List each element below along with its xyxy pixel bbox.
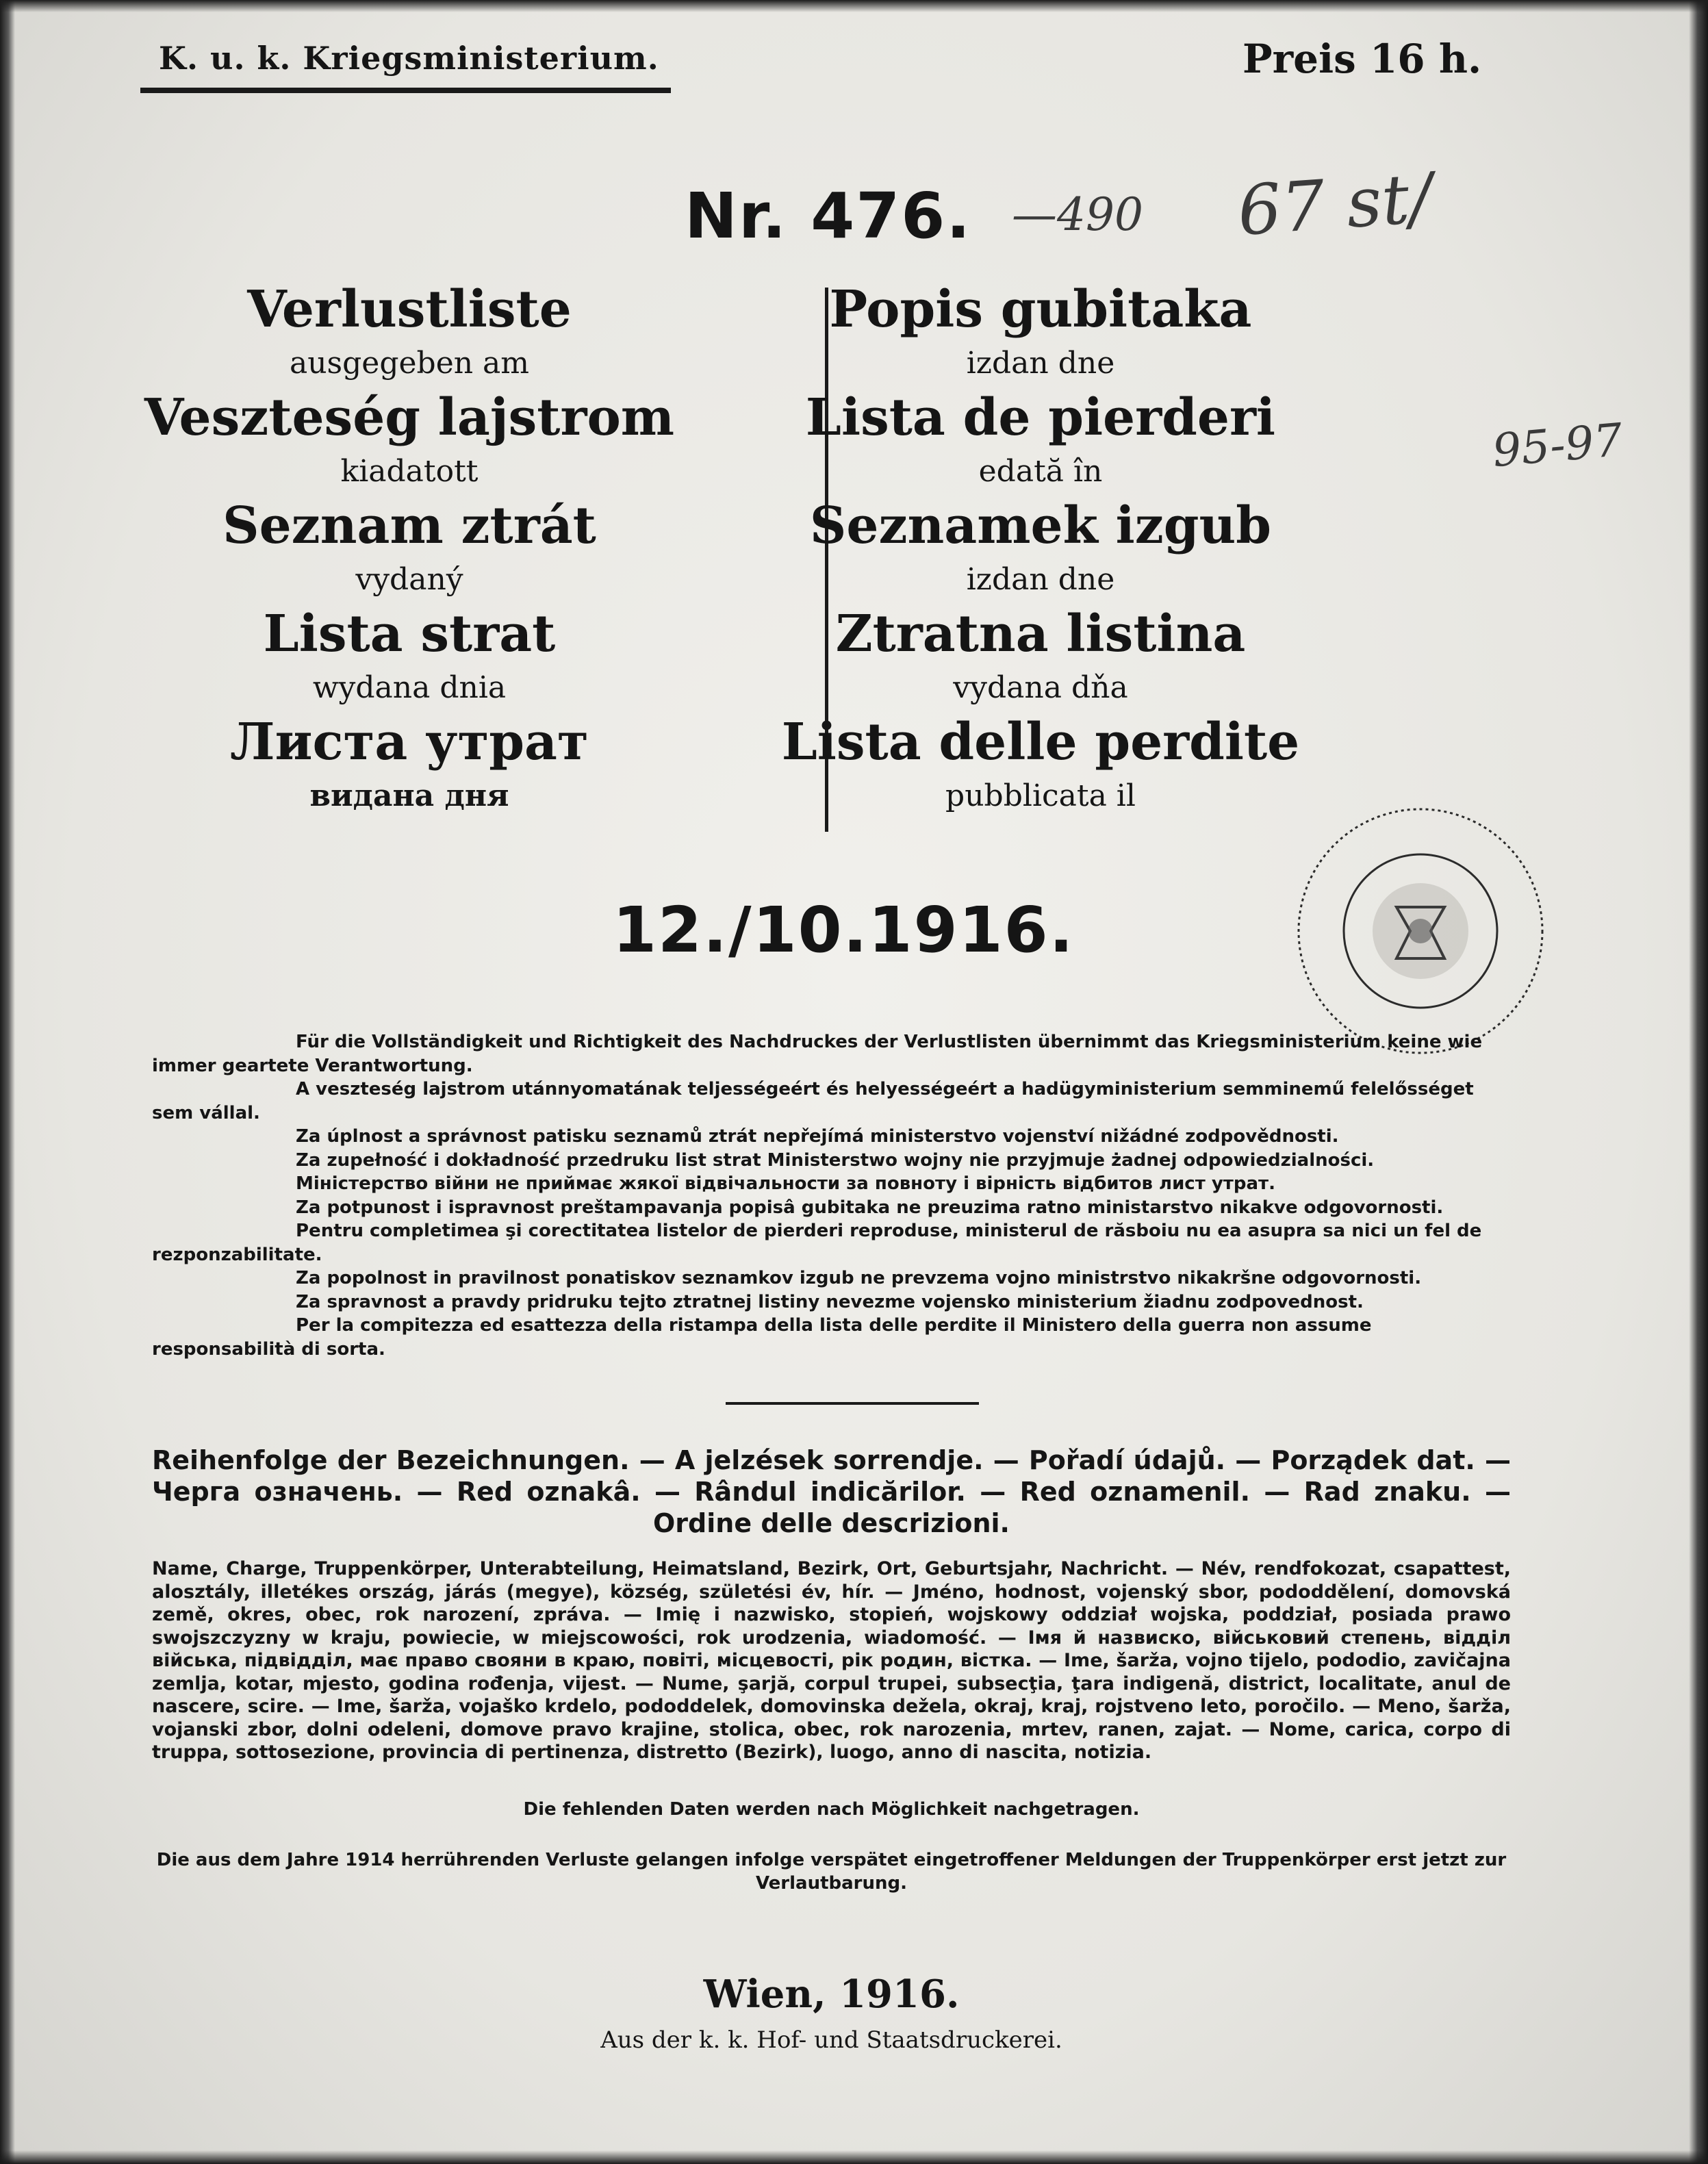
list-subtitle: vydana dňa (953, 670, 1128, 705)
printer-line: Aus der k. k. Hof- und Staatsdruckerei. (600, 2026, 1062, 2054)
missing-data-note: Die fehlenden Daten werden nach Möglichkeit nachgetragen. (523, 1799, 1140, 1820)
list-subtitle: vydaný (355, 562, 463, 597)
disclaimer-line: A veszteség lajstrom utánnyomatának teljességeért és helyességeért a hadügyministerium semminemű felelősséget sem vállal. (152, 1079, 1474, 1123)
issue-number: Nr. 476. (685, 179, 972, 253)
scan-edge-left (0, 0, 15, 2164)
disclaimer-line: Za popolnost in pravilnost ponatiskov seznamkov izgub ne prevzema vojno ministrstvo nikakršne odgovornosti. (296, 1268, 1422, 1288)
publication-date: 12./10.1916. (613, 893, 1075, 967)
handwritten-note: 67 st/ (1235, 157, 1435, 251)
list-subtitle: izdan dne (966, 562, 1115, 597)
late-reports-note: Die aus dem Jahre 1914 herrührenden Verluste gelangen infolge verspätet eingetroffener Meldungen der Truppenkörper erst jetzt zur Verlautbarung. (156, 1850, 1507, 1894)
disclaimer-line: Za zupełność i dokładność przedruku list strat Ministerstwo wojny nie przyjmuje żadnej odpowiedzialności. (296, 1149, 1375, 1171)
disclaimer-block (152, 1030, 1511, 1361)
list-title: Lista de pierderi (805, 388, 1276, 447)
scan-edge-bottom (0, 2150, 1708, 2164)
list-subtitle: izdan dne (966, 346, 1115, 381)
list-title: Lista strat (263, 604, 556, 663)
handwritten-pages: 95-97 (1490, 413, 1625, 478)
list-subtitle: pubblicata il (945, 778, 1136, 813)
handwritten-range: —490 (1012, 188, 1143, 241)
scan-edge-right (1689, 0, 1708, 2164)
disclaimer-line: Міністерство війни не приймає жякої відвічальности за повноту і вірність відбитов лист утрат. (296, 1173, 1275, 1194)
list-title: Lista delle perdite (781, 713, 1300, 772)
order-of-designations-text: Name, Charge, Truppenkörper, Unterabteilung, Heimatsland, Bezirk, Ort, Geburtsjahr, Nachricht. — Név, rendfokozat, csapattest, alosztály, illetékes ország, járás (megye), község, születési év, hír. — Jméno, hodnost, vojenský sbor, pododdělení, domovská země, okres, obec, rok narození, zpráva. — Imię i nazwisko, stopień, wojskowy oddział wojska, poddział, posiada prawo swojszczyzny w kraju, powiecie, w miejscowości, rok urodzenia, wiadomość. — Імя й назвиско, військовий степень, відділ війська, підвідділ, має право свояни в краю, повіті, місцевості, рік родин, вістка. — Ime, šarža, vojno tijelo, pododio, zavičajna zemlja, kotar, mjesto, godina rođenja, vijest. — Nume, şarjă, corpul trupei, subsecţia, ţara indigenă, district, localitate, anul de nascere, scire. — Ime, šarža, vojaško krdelo, pododdelek, domovinska dežela, okraj, kraj, rojstveno leto, poročilo. — Meno, šarža, vojanski zbor, dolni odeleni, domove pravo krajine, stolica, obec, rok narozenia, mrtev, ranen, zajat. — Nome, carica, corpo di truppa, sottosezione, provincia di pertinenza, distretto (Bezirk), luogo, anno di nascita, notizia. (152, 1558, 1511, 1763)
list-subtitle: wydana dnia (312, 670, 507, 705)
list-title: Veszteség lajstrom (144, 388, 675, 447)
order-of-designations-title: Reihenfolge der Bezeichnungen. — A jelzések sorrendje. — Pořadí údajů. — Porządek dat. — Черга означень. — Red oznakâ. — Rândul indicărilor. — Red oznamenil. — Rad znaku. — Ordine delle descrizioni. (152, 1445, 1511, 1538)
disclaimer-line: Pentru completimea şi corectitatea listelor de pierderi reproduse, ministerul de răsboiu nu ea asupra sa nici un fel de rezponzabilitate. (152, 1221, 1482, 1265)
disclaimer-line: Für die Vollständigkeit und Richtigkeit des Nachdruckes der Verlustlisten übernimmt das Kriegsministerium keine wie immer geartete Verantwortung. (152, 1032, 1483, 1076)
list-title: Popis gubitaka (829, 280, 1252, 339)
section-divider (726, 1402, 979, 1405)
list-subtitle: видана дня (309, 778, 509, 813)
list-title: Ztratna listina (835, 604, 1246, 663)
title-column-left (142, 277, 676, 818)
place-and-year: Wien, 1916. (703, 1972, 960, 2017)
list-subtitle: ausgegeben am (289, 346, 530, 381)
list-subtitle: kiadatott (340, 454, 479, 489)
header-underline (140, 88, 671, 93)
list-title: Seznam ztrát (222, 496, 596, 555)
library-stamp-icon (1294, 804, 1547, 1058)
title-column-right (774, 277, 1308, 818)
list-subtitle: edată în (978, 454, 1103, 489)
disclaimer-line: Za úplnost a správnost patisku seznamů ztrát nepřejímá ministerstvo vojenství nižádné zodpovědnosti. (296, 1126, 1339, 1147)
disclaimer-line: Per la compitezza ed esattezza della ristampa della lista delle perdite il Ministero della guerra non assume responsabilità di sorta. (152, 1315, 1372, 1360)
list-title: Листа утрат (230, 713, 589, 772)
disclaimer-line: Za potpunost i ispravnost preštampavanja popisâ gubitaka ne preuzima ratno ministarstvo nikakve odgovornosti. (296, 1197, 1444, 1218)
disclaimer-line: Za spravnost a pravdy pridruku tejto ztratnej listiny nevezme vojensko ministerium žiadnu zodpovednost. (296, 1291, 1364, 1312)
scan-edge-top (0, 0, 1708, 12)
ministry-header: K. u. k. Kriegsministerium. (159, 40, 659, 77)
price-label: Preis 16 h. (1242, 36, 1482, 82)
list-title: Verlustliste (247, 280, 572, 339)
list-title: Seznamek izgub (809, 496, 1272, 555)
